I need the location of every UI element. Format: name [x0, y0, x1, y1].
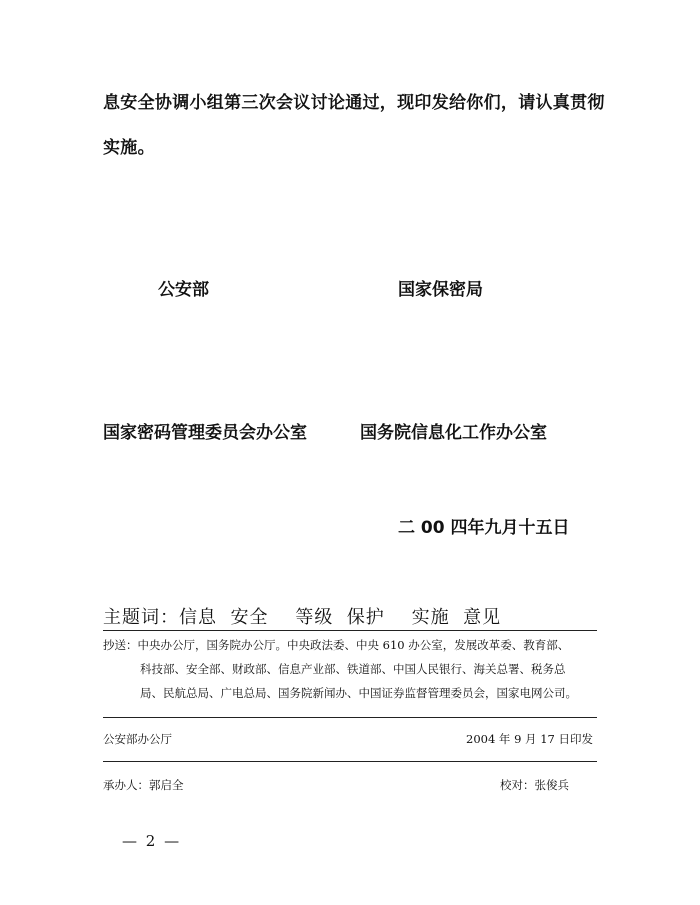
signature-cryptography-committee-office: 国家密码管理委员会办公室: [103, 423, 307, 443]
cc-text-1: 中央办公厅，国务院办公厅。中央政法委、中央 610 办公室，发展改革委、教育部、: [137, 638, 570, 652]
cc-line-3: 局、民航总局、广电总局、国务院新闻办、中国证券监督管理委员会，国家电网公司。: [140, 686, 577, 700]
subject-words-line: [103, 603, 501, 629]
cc-line-1: [103, 633, 569, 657]
print-date: 2004 年 9 月 17 日印发: [466, 732, 593, 746]
signature-national-secrecy-bureau: 国家保密局: [398, 280, 483, 300]
signature-informatization-office: 国务院信息化工作办公室: [360, 423, 547, 443]
body-line-2: 实施。: [103, 138, 155, 158]
proofreader: 校对：张俊兵: [500, 778, 569, 792]
issuing-office: 公安部办公厅: [103, 732, 172, 746]
cc-label: 抄送：: [103, 638, 138, 652]
issuer-rule: [103, 761, 597, 762]
body-line-1: 息安全协调小组第三次会议讨论通过，现印发给你们，请认真贯彻: [103, 93, 605, 113]
cc-line-2: 科技部、安全部、财政部、信息产业部、铁道部、中国人民银行、海关总署、税务总: [140, 662, 566, 676]
page-number: — 2 —: [122, 832, 182, 850]
subject-words: 信息 安全 等级 保护 实施 意见: [179, 607, 502, 628]
cc-rule: [103, 717, 597, 718]
signature-ministry-of-public-security: 公安部: [158, 280, 209, 300]
subject-words-label: 主题词：: [103, 607, 179, 628]
subject-rule: [103, 630, 597, 631]
handler: 承办人：郭启全: [103, 778, 184, 792]
issue-date: 二 00 四年九月十五日: [398, 518, 570, 538]
